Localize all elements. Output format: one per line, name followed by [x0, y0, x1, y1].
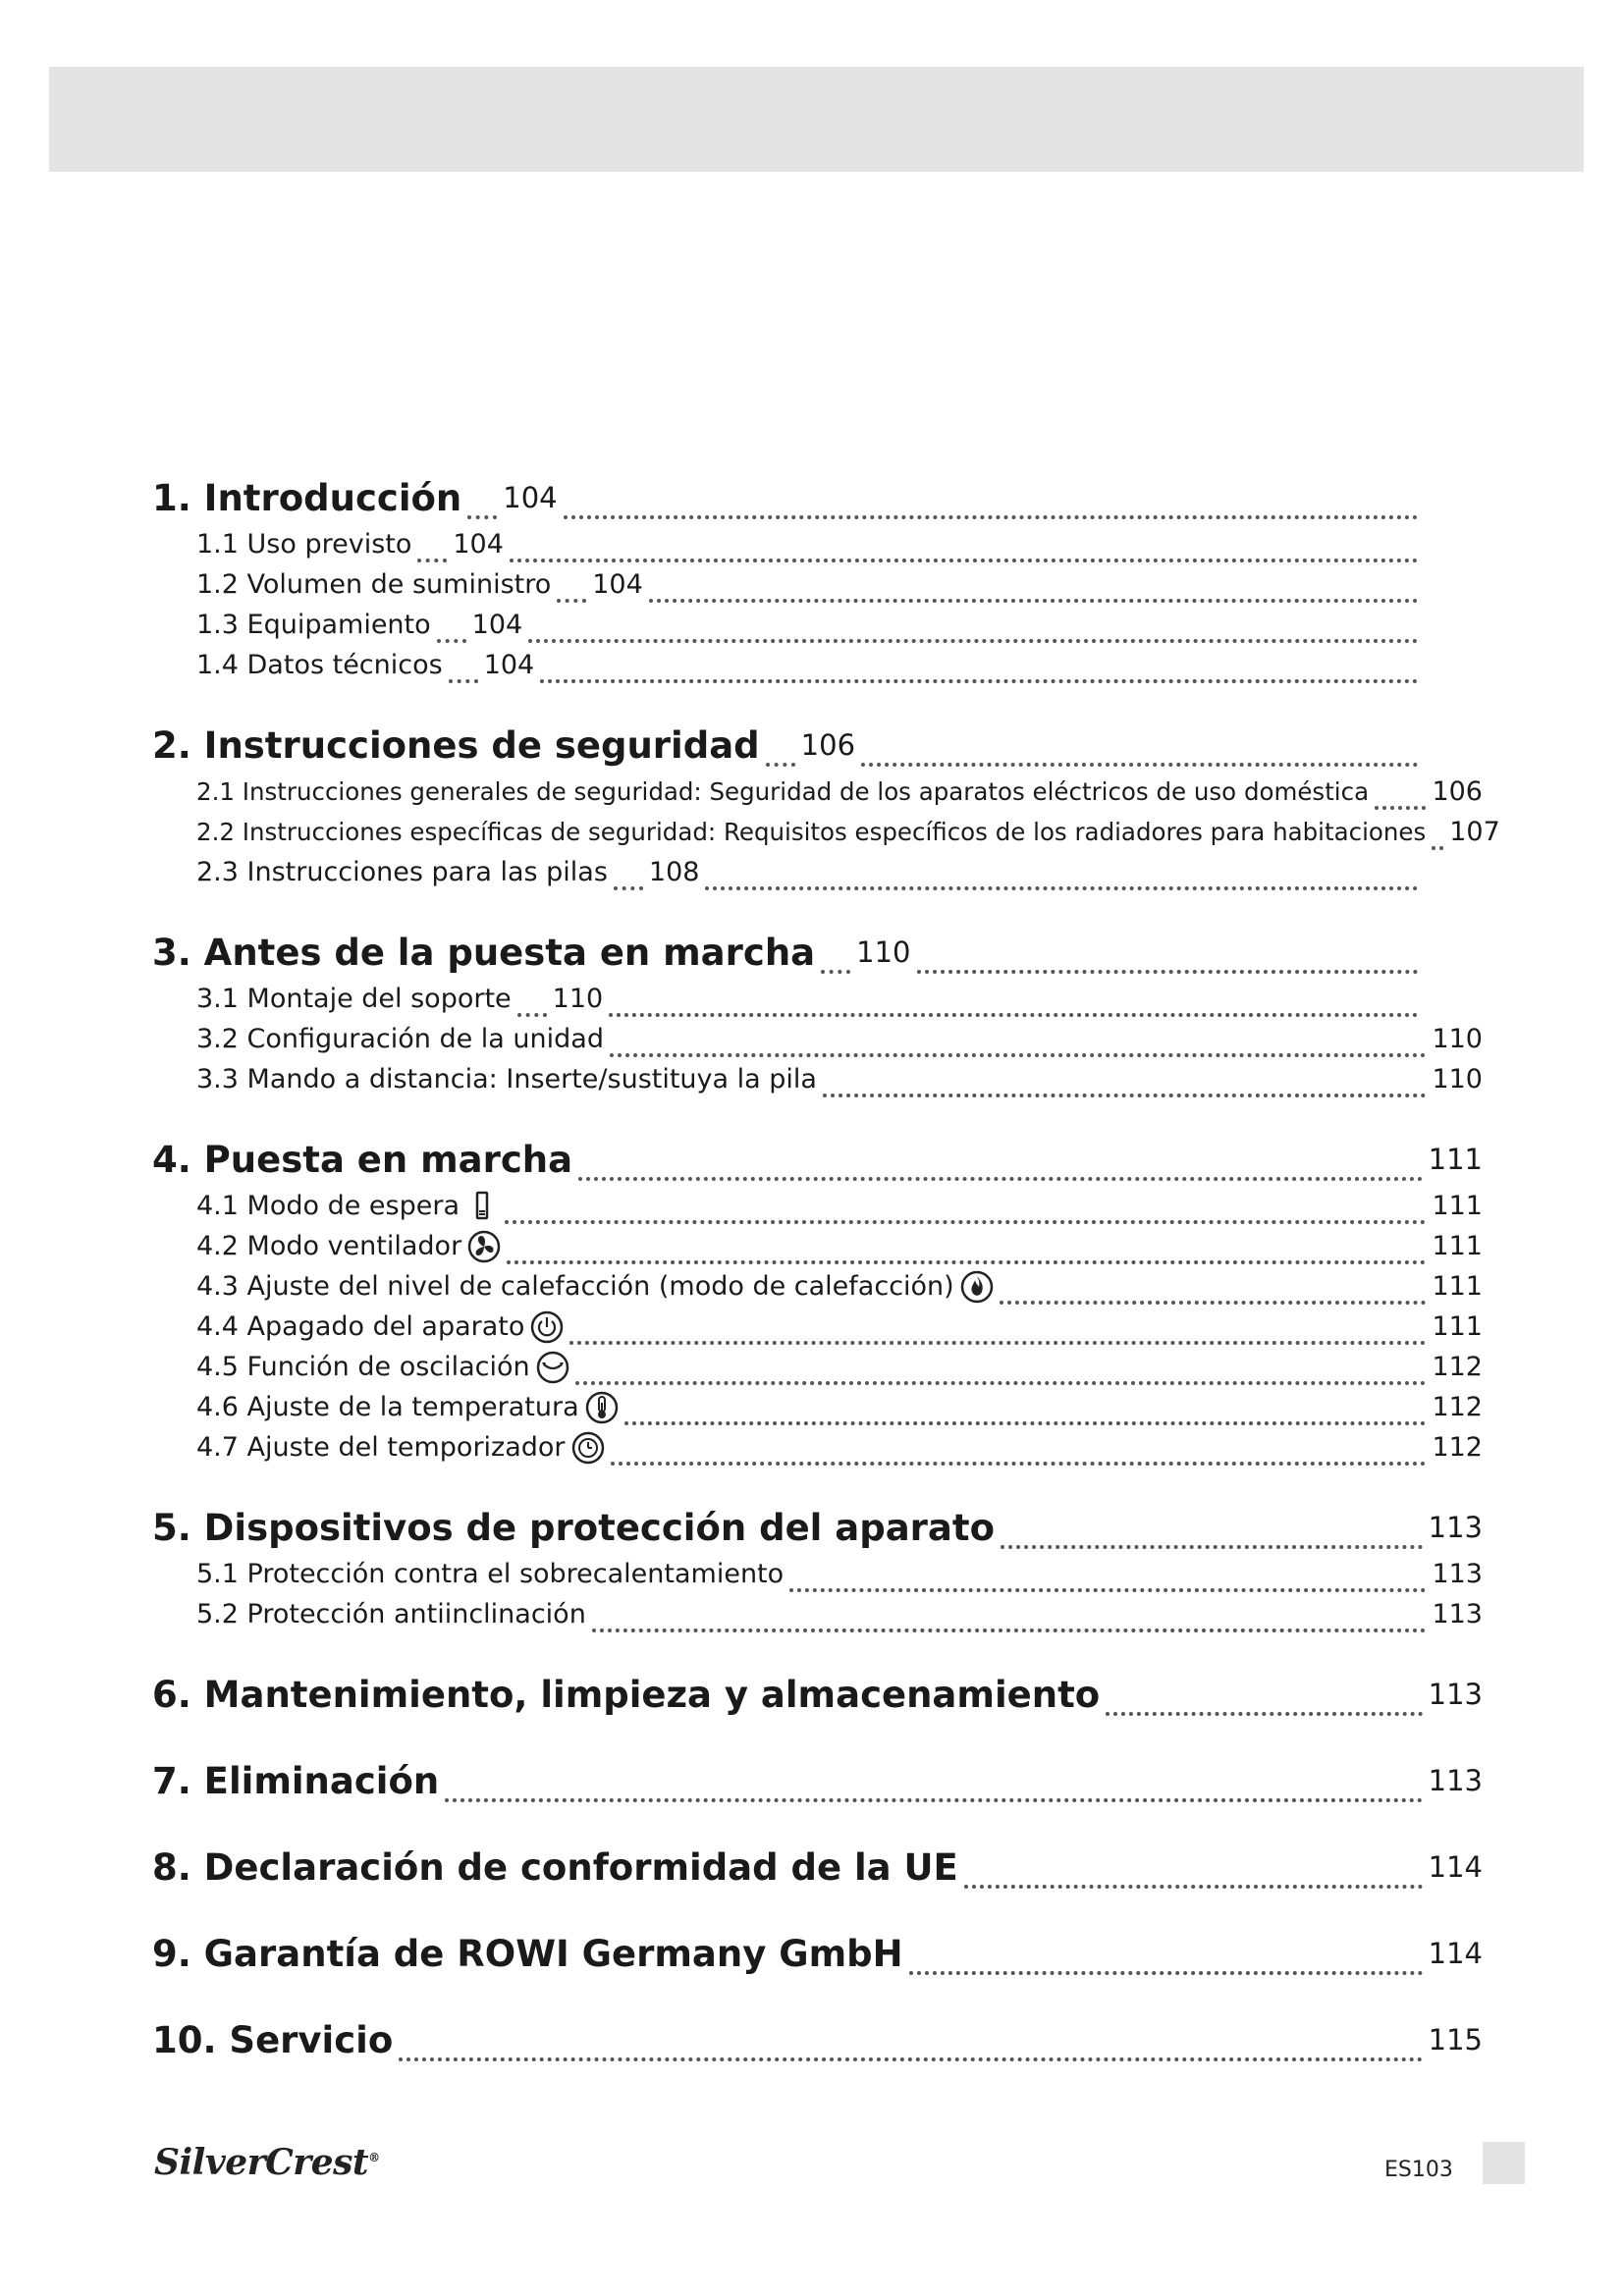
toc-page-number: 115	[1428, 2023, 1483, 2056]
power-icon	[530, 1310, 564, 1344]
toc-section-title: 10. Servicio	[152, 2018, 394, 2061]
dot-leader	[649, 579, 1418, 603]
toc-page-number: 112	[1432, 1432, 1483, 1463]
toc-item-row[interactable]	[152, 1347, 1483, 1387]
toc-item-label: 1.2 Volumen de suministro	[196, 569, 552, 600]
page-corner-marker	[1483, 2142, 1525, 2184]
toc-page-number: 104	[471, 610, 523, 640]
dot-leader	[766, 743, 795, 767]
dot-leader	[821, 950, 850, 974]
toc-item-row[interactable]	[152, 1266, 1483, 1307]
toc-item-label: 1.3 Equipamiento	[196, 610, 431, 640]
toc-item-label: 3.2 Configuración de la unidad	[196, 1024, 604, 1054]
toc-item-row[interactable]	[152, 1427, 1483, 1468]
toc-item-row[interactable]	[152, 772, 1483, 812]
dot-leader	[610, 1034, 1426, 1057]
toc-section-row[interactable]	[152, 1841, 1483, 1894]
toc-section-title: 6. Mantenimiento, limpieza y almacenamiento	[152, 1673, 1101, 1716]
toc-page-number: 113	[1432, 1599, 1483, 1629]
toc-page-number: 104	[453, 529, 504, 560]
dot-leader	[614, 867, 643, 890]
toc-page-number: 106	[1432, 776, 1483, 807]
toc-item-row[interactable]	[152, 979, 1483, 1019]
timer-icon	[571, 1431, 605, 1465]
toc-item-row[interactable]	[152, 1186, 1483, 1226]
toc-item-label: 1.1 Uso previsto	[196, 529, 412, 560]
toc-item-label: 2.1 Instrucciones generales de seguridad: Seguridad de los aparatos eléctricos de uso doméstica	[196, 777, 1370, 806]
toc-item-label: 4.1 Modo de espera	[196, 1190, 499, 1223]
dot-leader	[505, 1201, 1426, 1224]
toc-section	[152, 1668, 1483, 1721]
toc-page-number: 113	[1428, 1511, 1483, 1544]
toc-item-label: 2.2 Instrucciones específicas de seguridad: Requisitos específicos de los radiadores para habitaciones	[196, 818, 1427, 846]
toc-section	[152, 1133, 1483, 1468]
dot-leader	[437, 619, 466, 643]
toc-item-row[interactable]	[152, 852, 1483, 892]
oscillation-icon	[536, 1351, 569, 1384]
dot-leader	[917, 950, 1418, 974]
toc-page-number: 111	[1432, 1191, 1483, 1221]
toc-page-number: 113	[1428, 1764, 1483, 1797]
toc-page-number: 106	[800, 728, 856, 762]
dot-leader	[705, 867, 1418, 890]
toc-section	[152, 471, 1483, 685]
toc-page-number: 110	[856, 935, 911, 969]
toc-item-label: 5.1 Protección contra el sobrecalentamiento	[196, 1559, 785, 1589]
dot-leader	[1106, 1692, 1422, 1716]
toc-page-number: 108	[648, 857, 700, 887]
dot-leader	[592, 1609, 1427, 1632]
toc-section	[152, 1501, 1483, 1634]
toc-item-row[interactable]	[152, 1059, 1483, 1099]
toc-page-number: 110	[552, 984, 604, 1014]
toc-page-number: 113	[1432, 1559, 1483, 1589]
dot-leader	[1000, 1281, 1427, 1305]
toc-page-number: 112	[1432, 1352, 1483, 1382]
dot-leader	[507, 1241, 1426, 1264]
toc-item-row[interactable]	[152, 1387, 1483, 1427]
dot-leader	[564, 496, 1418, 519]
toc-page-number: 104	[483, 650, 535, 680]
toc-section-row[interactable]	[152, 926, 1483, 979]
dot-leader	[964, 1865, 1423, 1889]
dot-leader	[540, 660, 1418, 683]
toc-page-number: 111	[1432, 1271, 1483, 1302]
toc-page-number: 111	[1428, 1143, 1483, 1176]
dot-leader	[569, 1321, 1426, 1345]
toc-item-row[interactable]	[152, 1554, 1483, 1594]
header-band	[49, 67, 1584, 172]
toc-section-row[interactable]	[152, 471, 1483, 524]
toc-page-number: 111	[1432, 1311, 1483, 1342]
thermometer-icon	[585, 1391, 619, 1424]
toc-item-label: 4.3 Ajuste del nivel de calefacción (modo de calefacción)	[196, 1270, 994, 1304]
toc-page-number: 110	[1432, 1024, 1483, 1054]
dot-leader	[510, 539, 1418, 562]
toc-page-number: 107	[1449, 817, 1500, 847]
dot-leader	[578, 1157, 1423, 1181]
toc-section	[152, 926, 1483, 1099]
dot-leader	[467, 496, 497, 519]
toc-section-title: 5. Dispositivos de protección del aparato	[152, 1506, 995, 1549]
toc-page-number: 112	[1432, 1392, 1483, 1422]
toc-item-row[interactable]	[152, 564, 1483, 605]
toc-section	[152, 719, 1500, 892]
toc-section-row[interactable]	[152, 1927, 1483, 1980]
toc-section-title: 7. Eliminación	[152, 1759, 440, 1802]
toc-page-number: 114	[1428, 1850, 1483, 1884]
toc-item-label: 3.3 Mando a distancia: Inserte/sustituya la pila	[196, 1064, 817, 1095]
dot-leader	[1375, 786, 1426, 810]
toc-item-row[interactable]	[152, 1307, 1483, 1347]
toc-page-number: 111	[1432, 1231, 1483, 1261]
toc-item-row[interactable]	[152, 645, 1483, 685]
toc-item-row[interactable]	[152, 1594, 1483, 1634]
dot-leader	[449, 660, 478, 683]
toc-section-row[interactable]	[152, 1668, 1483, 1721]
toc-item-row[interactable]	[152, 812, 1500, 852]
dot-leader	[557, 579, 586, 603]
flame-icon	[960, 1270, 994, 1304]
toc-item-label: 4.5 Función de oscilación	[196, 1351, 569, 1384]
toc-item-row[interactable]	[152, 1019, 1483, 1059]
toc-section-row[interactable]	[152, 2013, 1483, 2066]
toc-page-number: 114	[1428, 1937, 1483, 1970]
dot-leader	[609, 993, 1418, 1017]
dot-leader	[399, 2038, 1422, 2061]
dot-leader	[789, 1569, 1426, 1592]
dot-leader	[861, 743, 1418, 767]
toc-item-row[interactable]	[152, 605, 1483, 645]
toc-section-row[interactable]	[152, 1501, 1483, 1554]
toc-section-title: 2. Instrucciones de seguridad	[152, 723, 760, 767]
toc-section-title: 1. Introducción	[152, 476, 462, 519]
dot-leader	[1001, 1525, 1423, 1549]
page-number: ES103	[1384, 2158, 1453, 2182]
dot-leader	[417, 539, 447, 562]
table-of-contents	[152, 471, 1500, 2100]
toc-section	[152, 1927, 1483, 1980]
toc-item-label: 4.2 Modo ventilador	[196, 1230, 501, 1263]
silvercrest-logo: SilverCrest®	[154, 2142, 380, 2183]
toc-page-number: 113	[1428, 1678, 1483, 1711]
standby-icon	[465, 1190, 499, 1223]
toc-section-title: 4. Puesta en marcha	[152, 1138, 573, 1181]
toc-item-label: 4.7 Ajuste del temporizador	[196, 1431, 605, 1465]
dot-leader	[445, 1779, 1422, 1802]
dot-leader	[1432, 827, 1443, 850]
toc-item-label: 5.2 Protección antiinclinación	[196, 1599, 586, 1629]
toc-item-label: 4.4 Apagado del aparato	[196, 1310, 564, 1344]
dot-leader	[517, 993, 547, 1017]
dot-leader	[909, 1951, 1423, 1975]
fan-icon	[467, 1230, 501, 1263]
dot-leader	[575, 1362, 1427, 1385]
toc-item-row[interactable]	[152, 524, 1483, 564]
toc-section	[152, 1754, 1483, 1807]
toc-item-label: 4.6 Ajuste de la temperatura	[196, 1391, 619, 1424]
toc-section-title: 9. Garantía de ROWI Germany GmbH	[152, 1932, 903, 1975]
toc-item-label: 2.3 Instrucciones para las pilas	[196, 857, 608, 887]
dot-leader	[624, 1402, 1427, 1425]
toc-section-row[interactable]	[152, 1754, 1483, 1807]
dot-leader	[823, 1074, 1426, 1097]
toc-section-row[interactable]	[152, 719, 1483, 772]
dot-leader	[611, 1442, 1427, 1466]
toc-item-label: 1.4 Datos técnicos	[196, 650, 443, 680]
toc-page-number: 104	[592, 569, 643, 600]
toc-item-row[interactable]	[152, 1226, 1483, 1266]
toc-section-title: 3. Antes de la puesta en marcha	[152, 931, 816, 974]
toc-section-title: 8. Declaración de conformidad de la UE	[152, 1845, 958, 1889]
toc-section	[152, 2013, 1483, 2066]
toc-section-row[interactable]	[152, 1133, 1483, 1186]
toc-section	[152, 1841, 1483, 1894]
toc-item-label: 3.1 Montaje del soporte	[196, 984, 512, 1014]
dot-leader	[528, 619, 1418, 643]
toc-page-number: 104	[503, 481, 558, 514]
toc-page-number: 110	[1432, 1064, 1483, 1095]
